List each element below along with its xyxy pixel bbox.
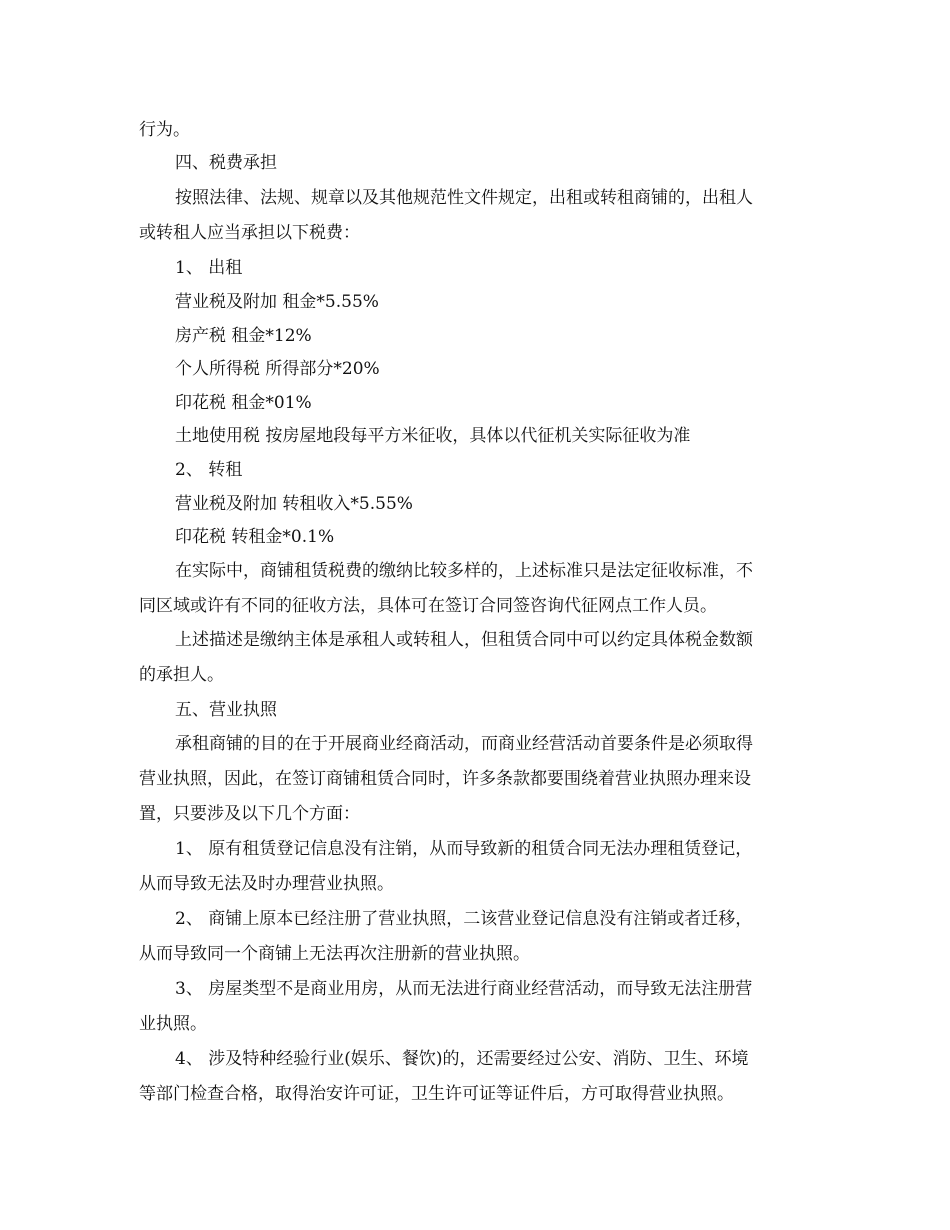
paragraph-line: 上述描述是缴纳主体是承租人或转租人，但租赁合同中可以约定具体税金数额 — [175, 630, 753, 650]
list-item-line: 2、 商铺上原本已经注册了营业执照，二该营业登记信息没有注销或者迁移， — [175, 909, 753, 929]
list-item-line: 从而导致同一个商铺上无法再次注册新的营业执照。 — [139, 944, 530, 964]
tax-item: 营业税及附加 租金*5.55% — [175, 292, 379, 312]
list-item-line: 业执照。 — [139, 1014, 207, 1034]
tax-item: 营业税及附加 转租收入*5.55% — [175, 494, 413, 514]
tax-item: 印花税 转租金*0.1% — [175, 527, 335, 547]
tax-item: 个人所得税 所得部分*20% — [175, 359, 380, 379]
list-item-line: 从而导致无法及时办理营业执照。 — [139, 874, 394, 894]
tax-item: 土地使用税 按房屋地段每平方米征收，具体以代征机关实际征收为准 — [175, 426, 691, 446]
paragraph-line: 营业执照，因此，在签订商铺租赁合同时，许多条款都要围绕着营业执照办理来设 — [139, 769, 751, 789]
subheading-rent: 1、 出租 — [175, 258, 243, 278]
section-heading-tax: 四、税费承担 — [175, 153, 277, 173]
text-line: 行为。 — [139, 120, 190, 140]
list-item-line: 1、 原有租赁登记信息没有注销，从而导致新的租赁合同无法办理租赁登记， — [175, 839, 753, 859]
tax-item: 房产税 租金*12% — [175, 326, 312, 346]
section-heading-license: 五、营业执照 — [175, 700, 277, 720]
paragraph-line: 的承担人。 — [139, 665, 224, 685]
paragraph-line: 同区域或许有不同的征收方法，具体可在签订合同签咨询代征网点工作人员。 — [139, 596, 717, 616]
paragraph-line: 置，只要涉及以下几个方面： — [139, 804, 360, 824]
list-item-line: 等部门检查合格，取得治安许可证，卫生许可证等证件后，方可取得营业执照。 — [139, 1084, 734, 1104]
list-item-line: 4、 涉及特种经验行业(娱乐、餐饮)的，还需要经过公安、消防、卫生、环境 — [175, 1049, 749, 1069]
paragraph-line: 在实际中，商铺租赁税费的缴纳比较多样的，上述标准只是法定征收标准，不 — [175, 561, 753, 581]
list-item-line: 3、 房屋类型不是商业用房，从而无法进行商业经营活动，而导致无法注册营 — [175, 979, 753, 999]
paragraph-line: 承租商铺的目的在于开展商业经商活动，而商业经营活动首要条件是必须取得 — [175, 734, 753, 754]
tax-item: 印花税 租金*01% — [175, 393, 312, 413]
paragraph-line: 按照法律、法规、规章以及其他规范性文件规定，出租或转租商铺的，出租人 — [175, 188, 753, 208]
subheading-sublet: 2、 转租 — [175, 460, 243, 480]
paragraph-line: 或转租人应当承担以下税费： — [139, 223, 360, 243]
